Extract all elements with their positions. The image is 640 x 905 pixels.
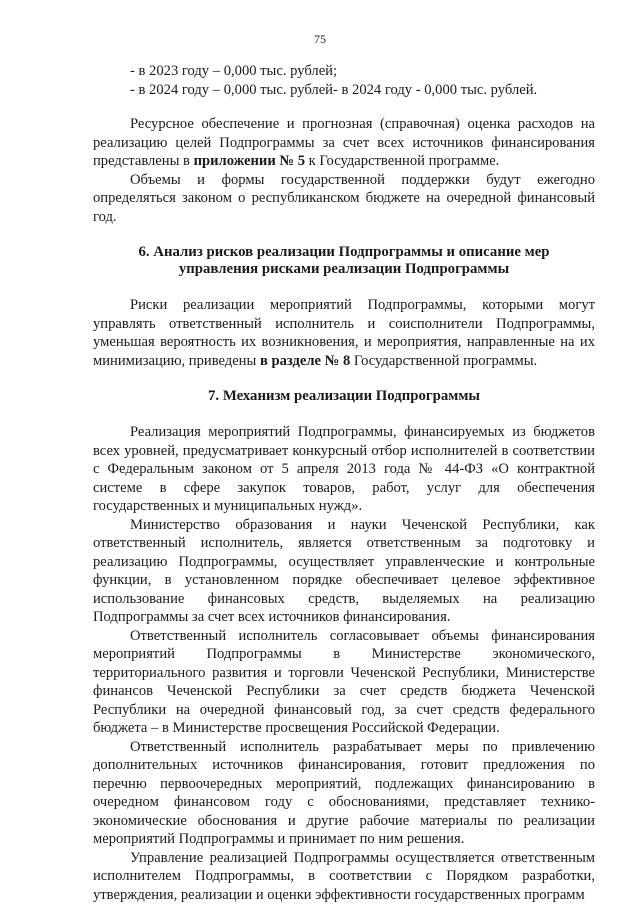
section-reference: в разделе № 8 xyxy=(259,352,351,369)
support-paragraph: Объемы и формы государственной поддержки будут ежегодно определяться законом о республиканском бюджете на очередной финансовый год. xyxy=(93,171,595,225)
funding-text-after: к Государственной программе. xyxy=(305,153,500,169)
risks-paragraph xyxy=(93,296,595,370)
section-7-heading: 7. Механизм реализации Подпрограммы xyxy=(208,388,480,404)
appendix-reference: приложении № 5 xyxy=(193,153,305,169)
section-6-title-line1: 6. Анализ рисков реализации Подпрограммы и описание мер xyxy=(138,244,550,260)
risks-text-before: Риски реализации мероприятий Подпрограммы, которыми могут управлять ответственный исполнитель и соисполнители Подпрограммы, уменьшая вероятность их возникновения, и мероприятия, направленные на их минимизацию, приведены xyxy=(93,297,595,369)
mechanism-paragraph-1: Реализация мероприятий Подпрограммы, финансируемых из бюджетов всех уровней, предусматривает конкурсный отбор исполнителей в соответствии с Федеральным законом от 5 апреля 2013 года № 44-ФЗ «О контрактной системе в сфере закупок товаров, работ, услуг для обеспечения государственных и муниципальных нужд». xyxy=(93,424,595,514)
section-6-title-line2: управления рисками реализации Подпрограммы xyxy=(178,261,510,277)
funding-text-before: Ресурсное обеспечение и прогнозная (справочная) оценка расходов на реализацию целей Подпрограммы за счет всех источников финансирования представлены в xyxy=(93,116,595,169)
funding-paragraph xyxy=(93,115,595,171)
mechanism-paragraph-2: Министерство образования и науки Чеченской Республики, как ответственный исполнитель, является ответственным за подготовку и реализацию Подпрограммы, осуществляет управленческие и контрольные функции, в установленном порядке обеспечивает целевое эффективное использование финансовых средств, выделяемых на реализацию Подпрограммы за счет всех источников финансирования. xyxy=(93,516,595,625)
funding-bullet-2024: - в 2024 году – 0,000 тыс. рублей- в 2024 году - 0,000 тыс. рублей. xyxy=(130,81,538,98)
mechanism-paragraph-4: Ответственный исполнитель разрабатывает меры по привлечению дополнительных источников финансирования, готовит предложения по перечню первоочередных мероприятий, подлежащих финансированию в очередном финансовом году с обоснованиями, представляет технико-экономические обоснования и другие рабочие материалы по реализации мероприятий Подпрограммы и принимает по ним решения. xyxy=(93,738,595,847)
document-body xyxy=(93,62,595,904)
section-6-heading xyxy=(93,244,595,278)
mechanism-paragraph-3: Ответственный исполнитель согласовывает объемы финансирования мероприятий Подпрограммы в Министерстве экономического, территориального развития и торговли Чеченской Республики, Министерстве финансов Чеченской Республики за счет средств бюджета Чеченской Республики на очередной финансовый год, за счет средств федерального бюджета – в Министерстве просвещения Российской Федерации. xyxy=(93,627,595,736)
risks-text-after: Государственной программы. xyxy=(350,352,538,369)
page-number: 75 xyxy=(314,32,326,46)
mechanism-paragraph-5: Управление реализацией Подпрограммы осуществляется ответственным исполнителем Подпрограммы, в соответствии с Порядком разработки, утверждения, реализации и оценки эффективности государственных программ xyxy=(93,849,595,903)
funding-bullet-2023: - в 2023 году – 0,000 тыс. рублей; xyxy=(130,63,338,79)
